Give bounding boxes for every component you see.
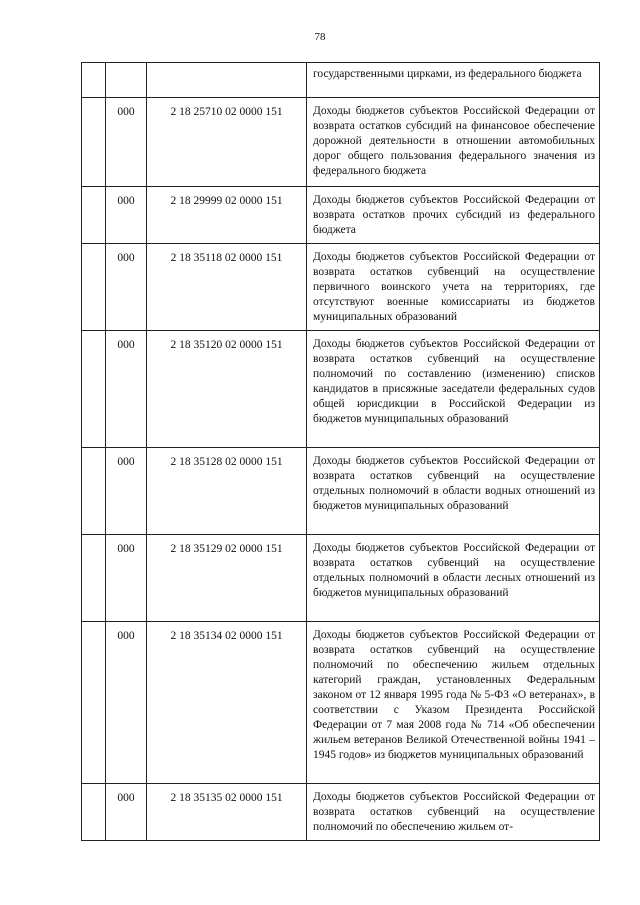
admin-code-cell: 000	[106, 244, 147, 331]
table-row	[82, 784, 600, 841]
row-number-cell	[82, 331, 106, 448]
table-row	[82, 244, 600, 331]
admin-code-cell: 000	[106, 98, 147, 187]
table-row	[82, 187, 600, 244]
row-number-cell	[82, 187, 106, 244]
row-number-cell	[82, 63, 106, 98]
budget-code-cell: 2 18 25710 02 0000 151	[147, 98, 307, 187]
budget-code-cell	[147, 63, 307, 98]
description-cell: государственными цирками, из федерального бюджета	[307, 63, 600, 98]
admin-code-cell: 000	[106, 448, 147, 535]
table-row	[82, 535, 600, 622]
description-cell: Доходы бюджетов субъектов Российской Федерации от возврата остатков субвенций на осуществление отдельных полномочий в области лесных отношений из бюджетов муниципальных образований	[307, 535, 600, 622]
description-cell: Доходы бюджетов субъектов Российской Федерации от возврата остатков субвенций на осуществление полномочий по составлению (изменению) списков кандидатов в присяжные заседатели федеральных судов общей юрисдикции в Российской Федерации из бюджетов муниципальных образований	[307, 331, 600, 448]
row-number-cell	[82, 448, 106, 535]
budget-code-cell: 2 18 35128 02 0000 151	[147, 448, 307, 535]
row-number-cell	[82, 784, 106, 841]
row-number-cell	[82, 535, 106, 622]
budget-code-cell: 2 18 29999 02 0000 151	[147, 187, 307, 244]
budget-code-cell: 2 18 35134 02 0000 151	[147, 622, 307, 784]
table-row	[82, 448, 600, 535]
table-row	[82, 622, 600, 784]
budget-code-cell: 2 18 35129 02 0000 151	[147, 535, 307, 622]
description-cell: Доходы бюджетов субъектов Российской Федерации от возврата остатков субсидий на финансовое обеспечение дорожной деятельности в отношении автомобильных дорог общего пользования федерального значения из федерального бюджета	[307, 98, 600, 187]
table-row	[82, 63, 600, 98]
description-cell: Доходы бюджетов субъектов Российской Федерации от возврата остатков субвенций на осуществление полномочий по обеспечению жильем от-	[307, 784, 600, 841]
row-number-cell	[82, 98, 106, 187]
admin-code-cell: 000	[106, 535, 147, 622]
description-cell: Доходы бюджетов субъектов Российской Федерации от возврата остатков субвенций на осуществление первичного воинского учета на территориях, где отсутствуют военные комиссариаты из бюджетов муниципальных образований	[307, 244, 600, 331]
admin-code-cell	[106, 63, 147, 98]
admin-code-cell: 000	[106, 784, 147, 841]
description-cell: Доходы бюджетов субъектов Российской Федерации от возврата остатков субвенций на осуществление отдельных полномочий в области водных отношений из бюджетов муниципальных образований	[307, 448, 600, 535]
description-cell: Доходы бюджетов субъектов Российской Федерации от возврата остатков субвенций на осуществление полномочий по обеспечению жильем отдельных категорий граждан, установленных Федеральным законом от 12 января 1995 года № 5-ФЗ «О ветеранах», в соответствии с Указом Президента Российской Федерации от 7 мая 2008 года № 714 «Об обеспечении жильем ветеранов Великой Отечественной войны 1941 – 1945 годов» из бюджетов муниципальных образований	[307, 622, 600, 784]
budget-code-cell: 2 18 35135 02 0000 151	[147, 784, 307, 841]
table-row	[82, 331, 600, 448]
budget-code-cell: 2 18 35118 02 0000 151	[147, 244, 307, 331]
admin-code-cell: 000	[106, 622, 147, 784]
page-number: 78	[314, 31, 326, 43]
budget-code-cell: 2 18 35120 02 0000 151	[147, 331, 307, 448]
row-number-cell	[82, 244, 106, 331]
admin-code-cell: 000	[106, 187, 147, 244]
budget-classification-table	[81, 62, 600, 841]
table-row	[82, 98, 600, 187]
admin-code-cell: 000	[106, 331, 147, 448]
row-number-cell	[82, 622, 106, 784]
description-cell: Доходы бюджетов субъектов Российской Федерации от возврата остатков прочих субсидий из федерального бюджета	[307, 187, 600, 244]
